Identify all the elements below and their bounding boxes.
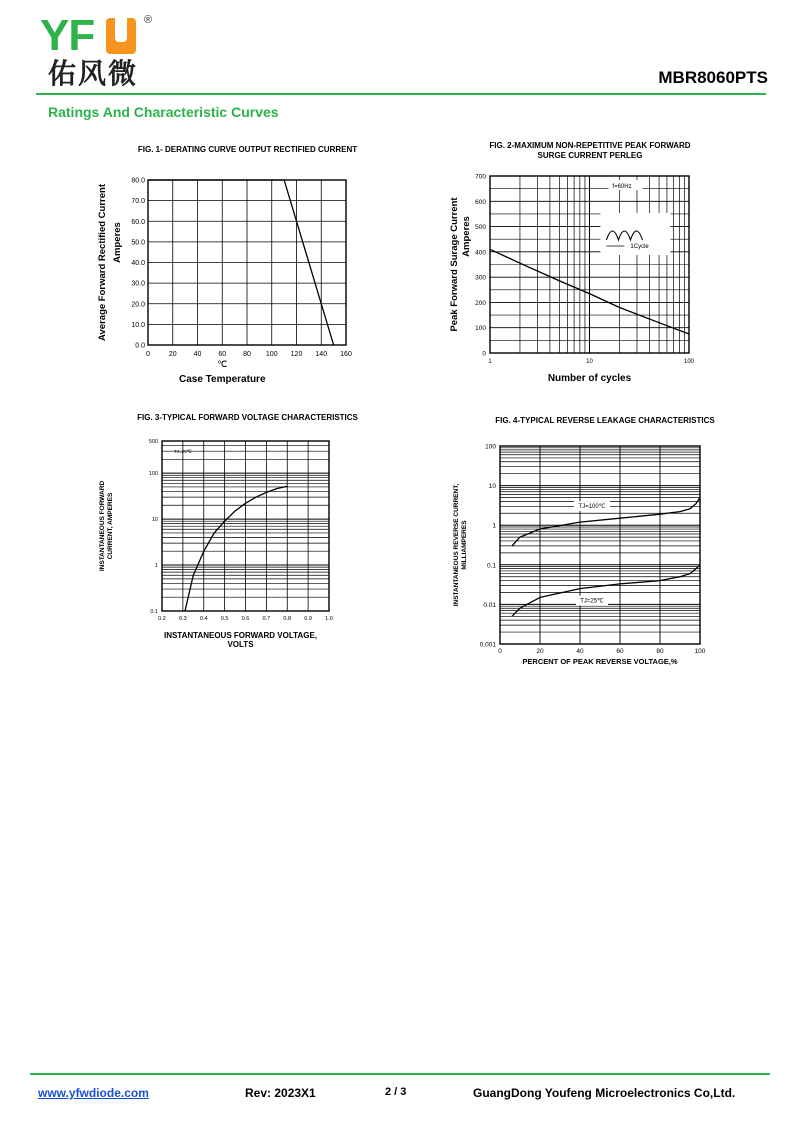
fig4-y-tick: 1 — [492, 522, 496, 530]
fig2-y-label-line2: Amperes — [461, 216, 472, 257]
fig1-y-tick: 0.0 — [135, 342, 145, 350]
fig3-x-tick: 0.4 — [199, 616, 208, 622]
fig4-x-tick: 60 — [616, 648, 624, 655]
company-logo — [40, 11, 160, 92]
fig2-y-label-line1: Peak Forward Surage Current — [449, 197, 460, 332]
fig2-annotation-freq: f=60Hz — [612, 184, 632, 190]
fig3-x-tick: 0.9 — [304, 616, 312, 622]
fig3-chart — [90, 425, 390, 665]
fig4-y-label-line2: MILLIAMPERES — [461, 520, 468, 570]
fig1-y-tick: 80.0 — [131, 177, 145, 185]
fig4-title: FIG. 4-TYPICAL REVERSE LEAKAGE CHARACTERISTICS — [495, 416, 715, 425]
fig2-y-tick: 700 — [475, 173, 486, 181]
fig3-x-tick: 0.3 — [179, 616, 187, 622]
fig3-y-tick: 100 — [148, 471, 158, 478]
company-name: GuangDong Youfeng Microelectronics Co,Ltd. — [473, 1086, 736, 1100]
fig1-x-tick: 40 — [193, 351, 202, 358]
fig3-y-label-line2: CURRENT, AMPERES — [107, 492, 114, 560]
website-link[interactable]: www.yfwdiode.com — [38, 1086, 149, 1100]
fig4-x-tick: 100 — [694, 648, 706, 655]
fig4-x-tick: 40 — [576, 648, 584, 655]
fig2-y-tick: 600 — [475, 198, 486, 206]
fig2-y-tick: 100 — [475, 325, 486, 333]
fig1-x-tick: 140 — [315, 351, 328, 358]
fig3-x-tick: 0.7 — [262, 616, 271, 622]
fig1-x-tick: 120 — [290, 351, 303, 358]
fig2-chart — [440, 160, 740, 410]
fig2-x-tick: 10 — [586, 359, 593, 365]
page-number: 2 / 3 — [385, 1086, 407, 1098]
fig1-y-tick: 30.0 — [131, 280, 145, 288]
fig4-x-tick: 0 — [498, 648, 502, 655]
fig1-chart — [90, 160, 470, 410]
fig1-x-tick: 60 — [218, 351, 227, 358]
fig3-y-tick: 500 — [148, 439, 158, 445]
fig3-x-tick: 0.8 — [283, 616, 292, 622]
fig2-y-tick: 200 — [475, 299, 486, 307]
fig2-title — [460, 141, 720, 161]
fig4-y-tick: 100 — [485, 443, 496, 451]
fig4-label-hot: TJ=100℃ — [578, 504, 606, 511]
fig2-y-tick: 500 — [475, 224, 486, 232]
fig2-x-tick: 100 — [683, 359, 695, 365]
fig2-title-line1: FIG. 2-MAXIMUM NON-REPETITIVE PEAK FORWARD — [489, 141, 691, 150]
registered-mark: ® — [144, 14, 153, 26]
fig1-x-unit: ℃ — [217, 359, 228, 369]
fig1-y-label-line2: Amperes — [112, 222, 123, 263]
fig3-y-tick: 10 — [151, 517, 158, 524]
fig1-x-tick: 20 — [168, 351, 177, 358]
logo-mark — [106, 18, 136, 54]
fig1-y-tick: 50.0 — [131, 239, 145, 247]
fig4-label-cold: TJ=25℃ — [580, 598, 604, 605]
fig3-title: FIG. 3-TYPICAL FORWARD VOLTAGE CHARACTERISTICS — [137, 413, 358, 422]
section-title: Ratings And Characteristic Curves — [48, 104, 279, 120]
footer-divider — [30, 1073, 770, 1075]
fig2-y-tick: 400 — [475, 249, 486, 257]
revision: Rev: 2023X1 — [245, 1086, 316, 1100]
fig3-y-tick: 1 — [154, 563, 158, 570]
fig2-y-tick: 300 — [475, 274, 486, 282]
part-number: MBR8060PTS — [658, 68, 768, 87]
fig4-x-tick: 20 — [536, 648, 544, 655]
fig4-y-tick: 0.01 — [483, 601, 496, 609]
fig4-chart — [440, 430, 760, 675]
fig1-x-tick: 80 — [243, 351, 251, 358]
fig1-y-tick: 70.0 — [131, 198, 145, 206]
fig4-x-tick: 80 — [656, 648, 664, 655]
fig3-x-tick: 1.0 — [325, 616, 333, 622]
fig2-x-label: Number of cycles — [547, 373, 632, 384]
fig4-y-label-line1: INSTANTANEOUS REVERSE CURRENT, — [453, 483, 460, 607]
fig3-x-tick: 0.2 — [158, 616, 166, 622]
fig2-x-tick: 1 — [488, 359, 492, 365]
logo-text: YF — [40, 11, 95, 60]
fig1-title: FIG. 1- DERATING CURVE OUTPUT RECTIFIED CURRENT — [137, 145, 358, 154]
fig1-y-tick: 60.0 — [131, 218, 145, 226]
fig3-x-tick: 0.6 — [241, 616, 250, 622]
fig4-plot-frame — [500, 446, 700, 644]
fig1-y-tick: 40.0 — [131, 260, 145, 267]
fig4-y-tick: 0.1 — [486, 562, 496, 570]
fig2-annotation-cycle: 1Cycle — [630, 244, 649, 250]
fig3-x-tick: 0.5 — [220, 616, 229, 622]
fig1-x-tick: 100 — [265, 351, 278, 358]
fig3-x-label-line2: VOLTS — [227, 640, 254, 649]
fig2-title-line2: SURGE CURRENT PERLEG — [537, 151, 643, 160]
fig3-x-label-line1: INSTANTANEOUS FORWARD VOLTAGE, — [163, 631, 318, 640]
fig1-x-label: Case Temperature — [178, 374, 266, 385]
fig2-y-tick: 0 — [482, 350, 486, 358]
fig1-y-label-line1: Average Forward Rectified Current — [97, 184, 108, 341]
fig3-y-tick: 0.1 — [150, 609, 158, 615]
fig3-y-label-line1: INSTANTANEOUS FORWARD — [99, 480, 106, 572]
fig4-y-tick: 0.001 — [479, 641, 496, 649]
fig1-y-tick: 10.0 — [131, 321, 145, 329]
logo-chinese-text: 佑风微 — [48, 57, 139, 90]
fig1-x-tick: 0 — [146, 351, 150, 358]
fig1-y-tick: 20.0 — [131, 301, 145, 309]
header-divider — [36, 93, 766, 95]
fig4-y-tick: 10 — [488, 483, 496, 491]
fig3-legend: TJ=25℃ — [174, 449, 192, 454]
fig4-x-label: PERCENT OF PEAK REVERSE VOLTAGE,% — [522, 657, 678, 666]
fig1-x-tick: 160 — [340, 351, 352, 358]
